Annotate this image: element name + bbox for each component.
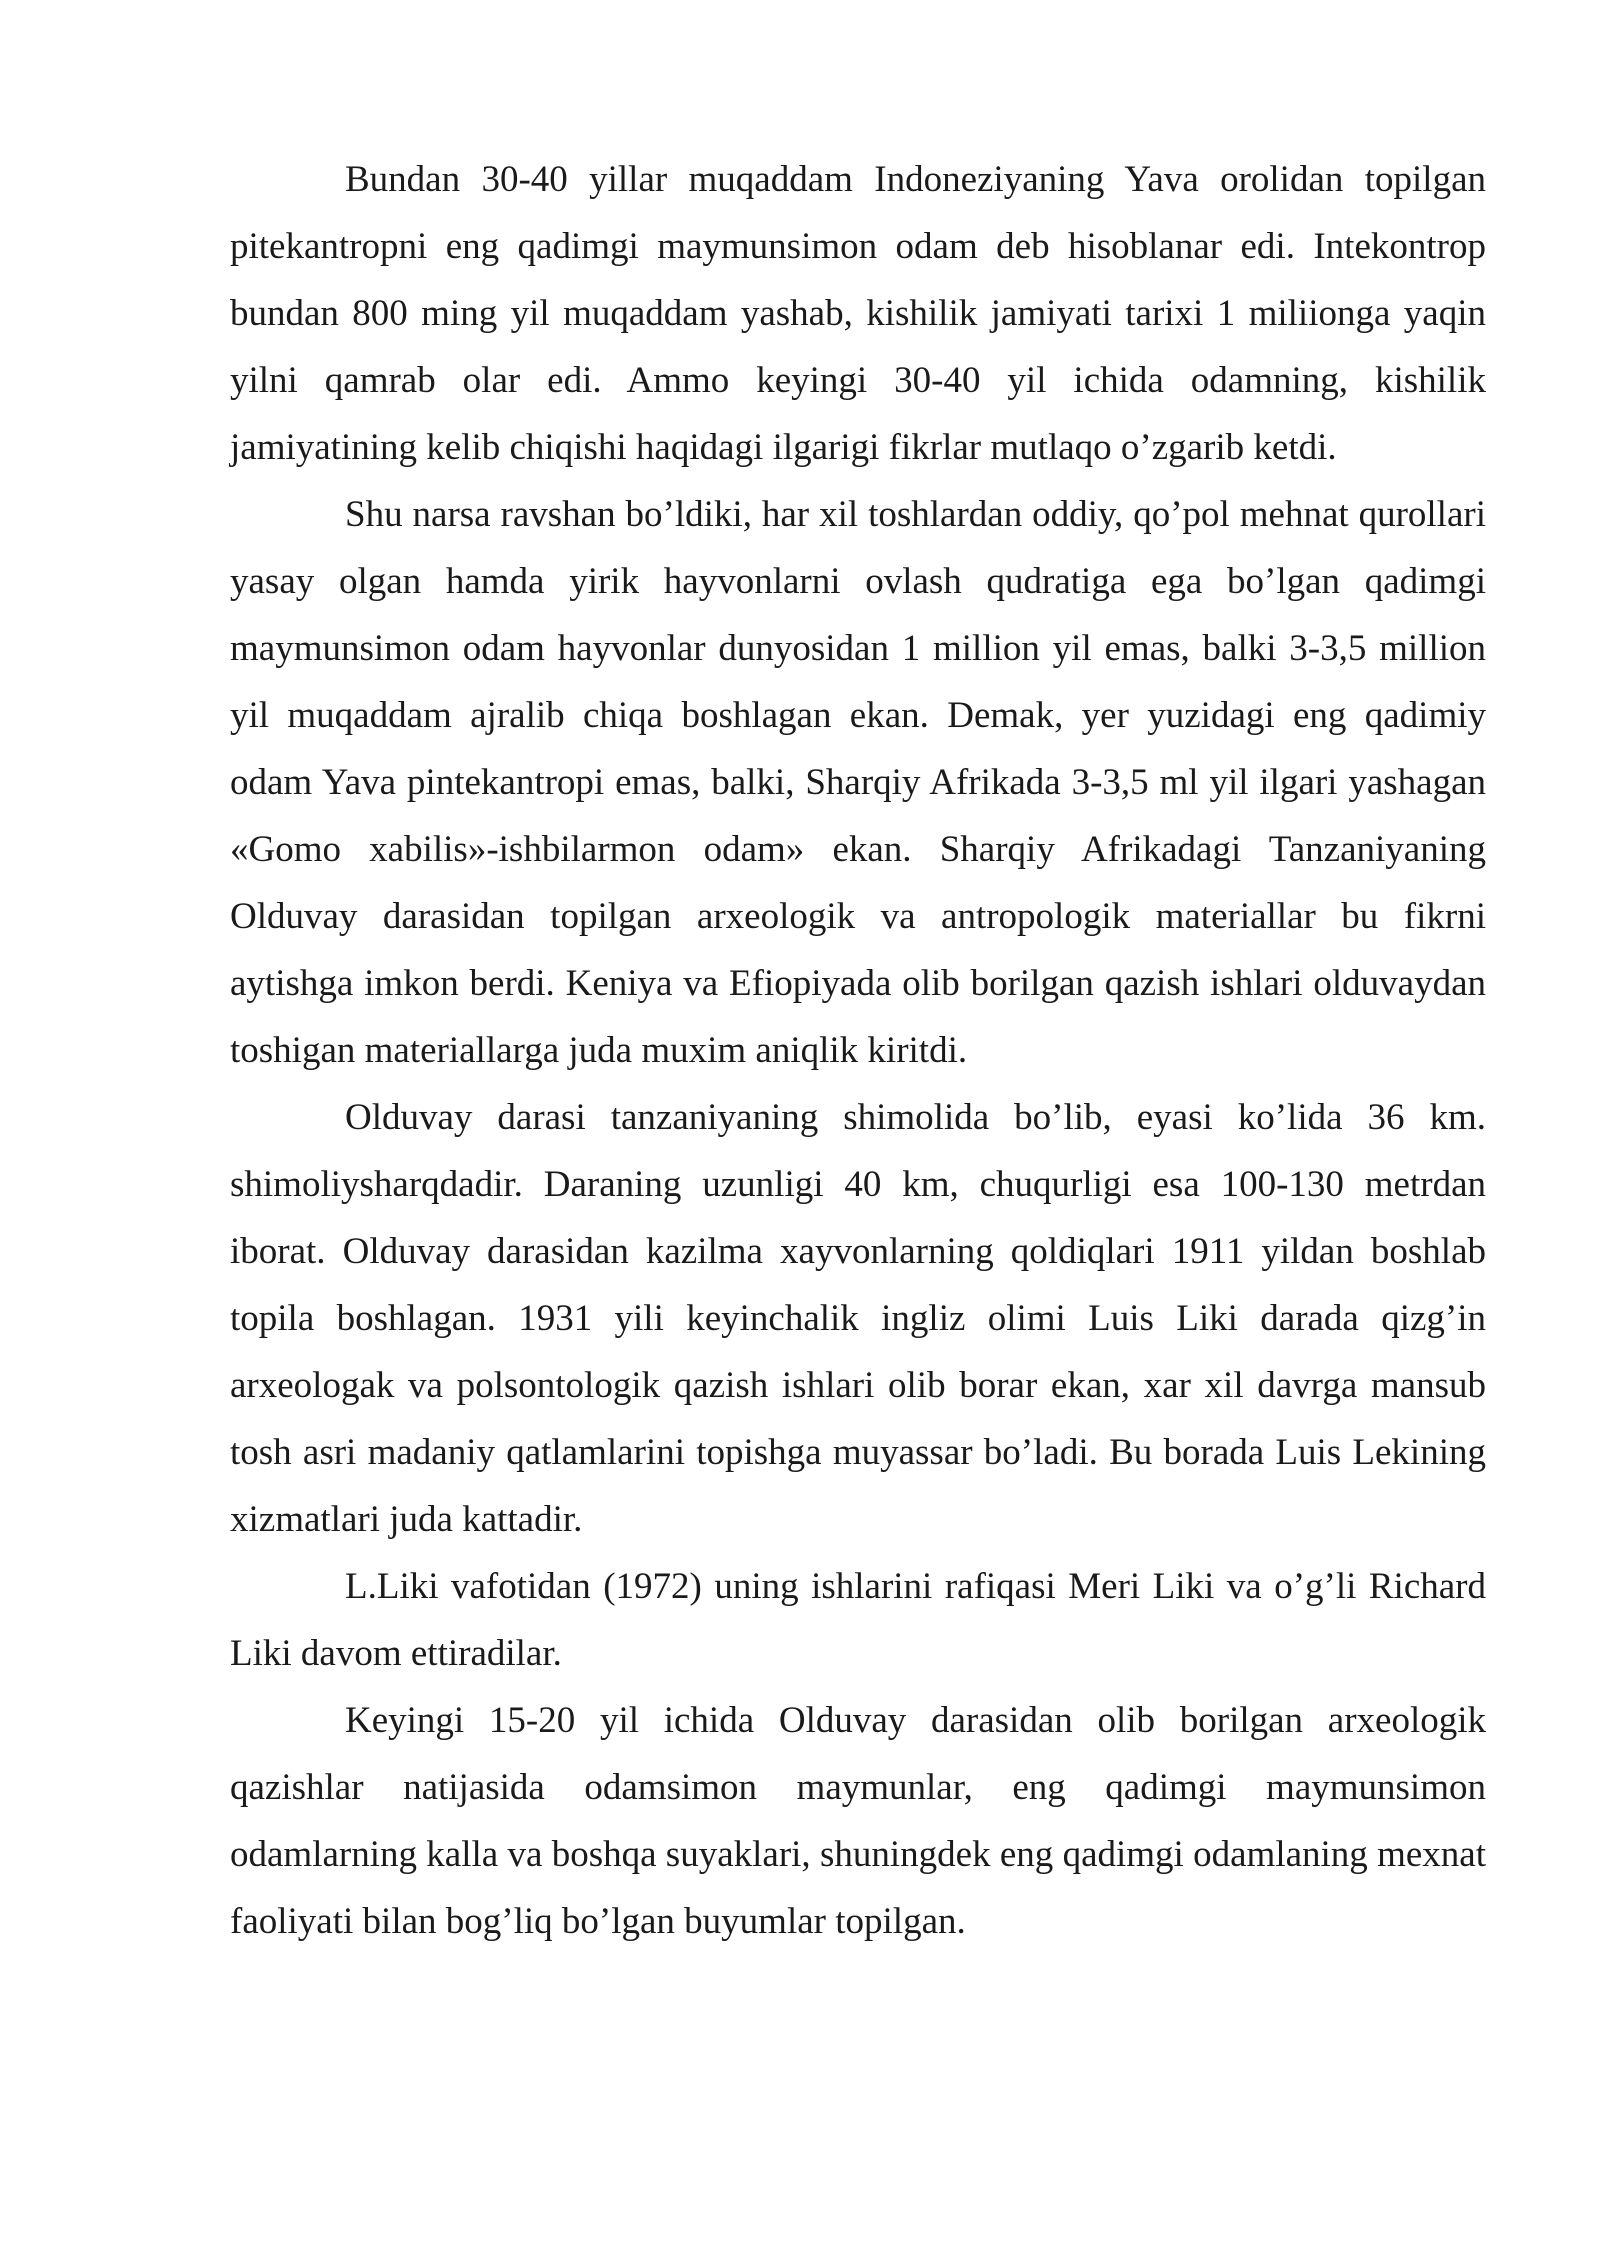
paragraph-1: Bundan 30-40 yillar muqaddam Indoneziyaning Yava orolidan topilgan pitekantropni eng qadimgi maymunsimon odam deb hisoblanar edi. Intekontrop bundan 800 ming yil muqaddam yashab, kishilik jamiyati tarixi 1 miliionga yaqin yilni qamrab olar edi. Ammo keyingi 30-40 yil ichida odamning, kishilik jamiyatining kelib chiqishi haqidagi ilgarigi fikrlar mutlaqo o’zgarib ketdi. — [230, 159, 1486, 468]
paragraph-5: Keyingi 15-20 yil ichida Olduvay darasidan olib borilgan arxeologik qazishlar natijasida odamsimon maymunlar, eng qadimgi maymunsimon odamlarning kalla va boshqa suyaklari, shuningdek eng qadimgi odamlaning mexnat faoliyati bilan bog’liq bo’lgan buyumlar topilgan. — [230, 1700, 1486, 1942]
paragraph-2: Shu narsa ravshan bo’ldiki, har xil toshlardan oddiy, qo’pol mehnat qurollari yasay olgan hamda yirik hayvonlarni ovlash qudratiga ega bo’lgan qadimgi maymunsimon odam hayvonlar dunyosidan 1 million yil emas, balki 3-3,5 million yil muqaddam ajralib chiqa boshlagan ekan. Demak, yer yuzidagi eng qadimiy odam Yava pintekantropi emas, balki, Sharqiy Afrikada 3-3,5 ml yil ilgari yashagan «Gomo xabilis»-ishbilarmon odam» ekan. Sharqiy Afrikadagi Tanzaniyaning Olduvay darasidan topilgan arxeologik va antropologik materiallar bu fikrni aytishga imkon berdi. Keniya va Efiopiyada olib borilgan qazish ishlari olduvaydan toshigan materiallarga juda muxim aniqlik kiritdi. — [230, 494, 1486, 1071]
paragraph-4: L.Liki vafotidan (1972) uning ishlarini rafiqasi Meri Liki va o’g’li Richard Liki davom ettiradilar. — [230, 1566, 1486, 1674]
paragraph-3: Olduvay darasi tanzaniyaning shimolida bo’lib, eyasi ko’lida 36 km. shimoliysharqdadir. Daraning uzunligi 40 km, chuqurligi esa 100-130 metrdan iborat. Olduvay darasidan kazilma xayvonlarning qoldiqlari 1911 yildan boshlab topila boshlagan. 1931 yili keyinchalik ingliz olimi Luis Liki darada qizg’in arxeologak va polsontologik qazish ishlari olib borar ekan, xar xil davrga mansub tosh asri madaniy qatlamlarini topishga muyassar bo’ladi. Bu borada Luis Lekining xizmatlari juda kattadir. — [230, 1097, 1486, 1540]
document-body — [230, 146, 1486, 1955]
